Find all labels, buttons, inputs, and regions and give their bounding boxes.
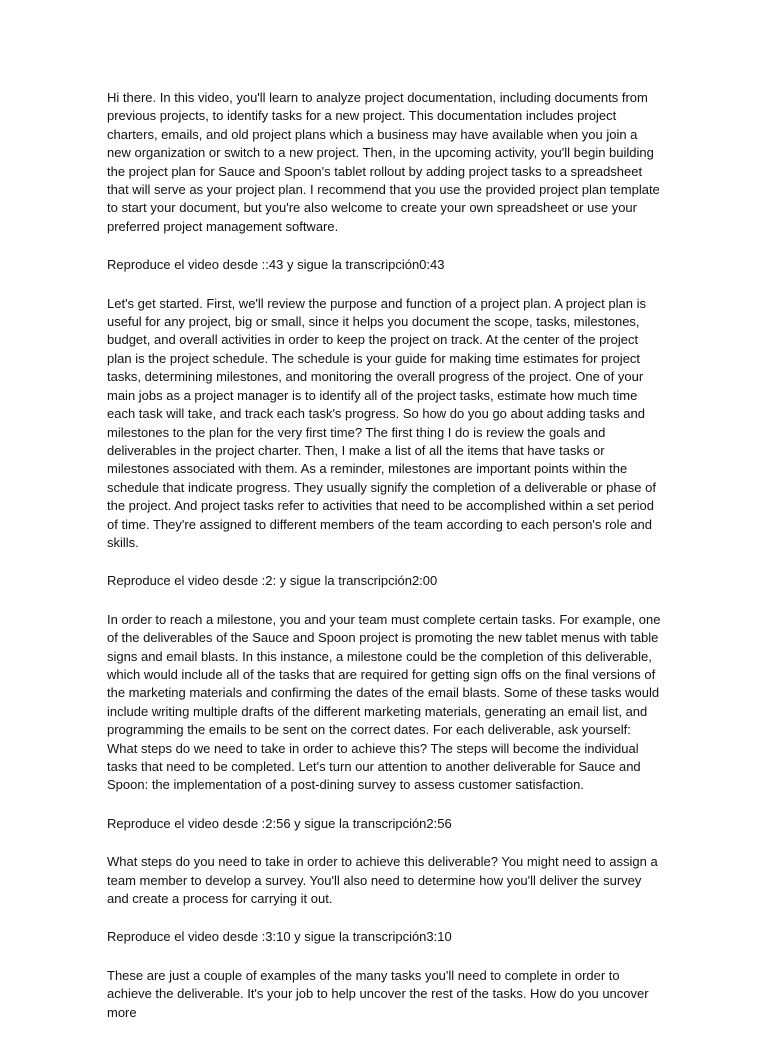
video-timestamp-link: Reproduce el video desde :3:10 y sigue la transcripción3:10 [107, 929, 452, 945]
video-timestamp-link: Reproduce el video desde :2: y sigue la transcripción2:00 [107, 573, 438, 589]
video-timestamp-link: Reproduce el video desde :2:56 y sigue la transcripción2:56 [107, 815, 452, 831]
transcript-paragraph: These are just a couple of examples of the many tasks you'll need to complete in order to achieve the deliverable. It's your job to help uncover the rest of the tasks. How do you uncover more [107, 967, 649, 1020]
video-timestamp-link: Reproduce el video desde ::43 y sigue la transcripción0:43 [107, 257, 445, 273]
transcript-paragraph: Hi there. In this video, you'll learn to analyze project documentation, including documents from previous projects, to identify tasks for a new project. This documentation includes project charters, emails, and old project plans which a business may have available when you join a new organization or switch to a new project. Then, in the upcoming activity, you'll begin building the project plan for Sauce and Spoon's tablet rollout by adding project tasks to a spreadsheet that will serve as your project plan. I recommend that you use the provided project plan template to start your document, but you're also welcome to create your own spreadsheet or use your preferred project management software. [107, 90, 660, 234]
transcript-paragraph: In order to reach a milestone, you and your team must complete certain tasks. For example, one of the deliverables of the Sauce and Spoon project is promoting the new tablet menus with table signs and email blasts. In this instance, a milestone could be the completion of this deliverable, which would include all of the tasks that are required for getting sign offs on the final versions of the marketing materials and confirming the dates of the email blasts. Some of these tasks would include writing multiple drafts of the different marketing materials, generating an email list, and programming the emails to be sent on the correct dates. For each deliverable, ask yourself: What steps do we need to take in order to achieve this? The steps will become the individual tasks that need to be completed. Let's turn our attention to another deliverable for Sauce and Spoon: the implementation of a post-dining survey to assess customer satisfaction. [107, 611, 661, 793]
transcript-paragraph: What steps do you need to take in order to achieve this deliverable? You might need to assign a team member to develop a survey. You'll also need to determine how you'll deliver the survey and create a process for carrying it out. [107, 854, 658, 907]
transcript-paragraph: Let's get started. First, we'll review the purpose and function of a project plan. A project plan is useful for any project, big or small, since it helps you document the scope, tasks, milestones, budget, and overall activities in order to keep the project on track. At the center of the project plan is the project schedule. The schedule is your guide for making time estimates for project tasks, determining milestones, and monitoring the overall progress of the project. One of your main jobs as a project manager is to identify all of the project tasks, estimate how much time each task will take, and track each task's progress. So how do you go about adding tasks and milestones to the plan for the very first time? The first thing I do is review the goals and deliverables in the project charter. Then, I make a list of all the items that have tasks or milestones associated with them. As a reminder, milestones are important points within the schedule that indicate progress. They usually signify the completion of a deliverable or phase of the project. And project tasks refer to activities that need to be accomplished within a set period of time. They're assigned to different members of the team according to each person's role and skills. [107, 295, 656, 550]
document-page [107, 89, 663, 1042]
